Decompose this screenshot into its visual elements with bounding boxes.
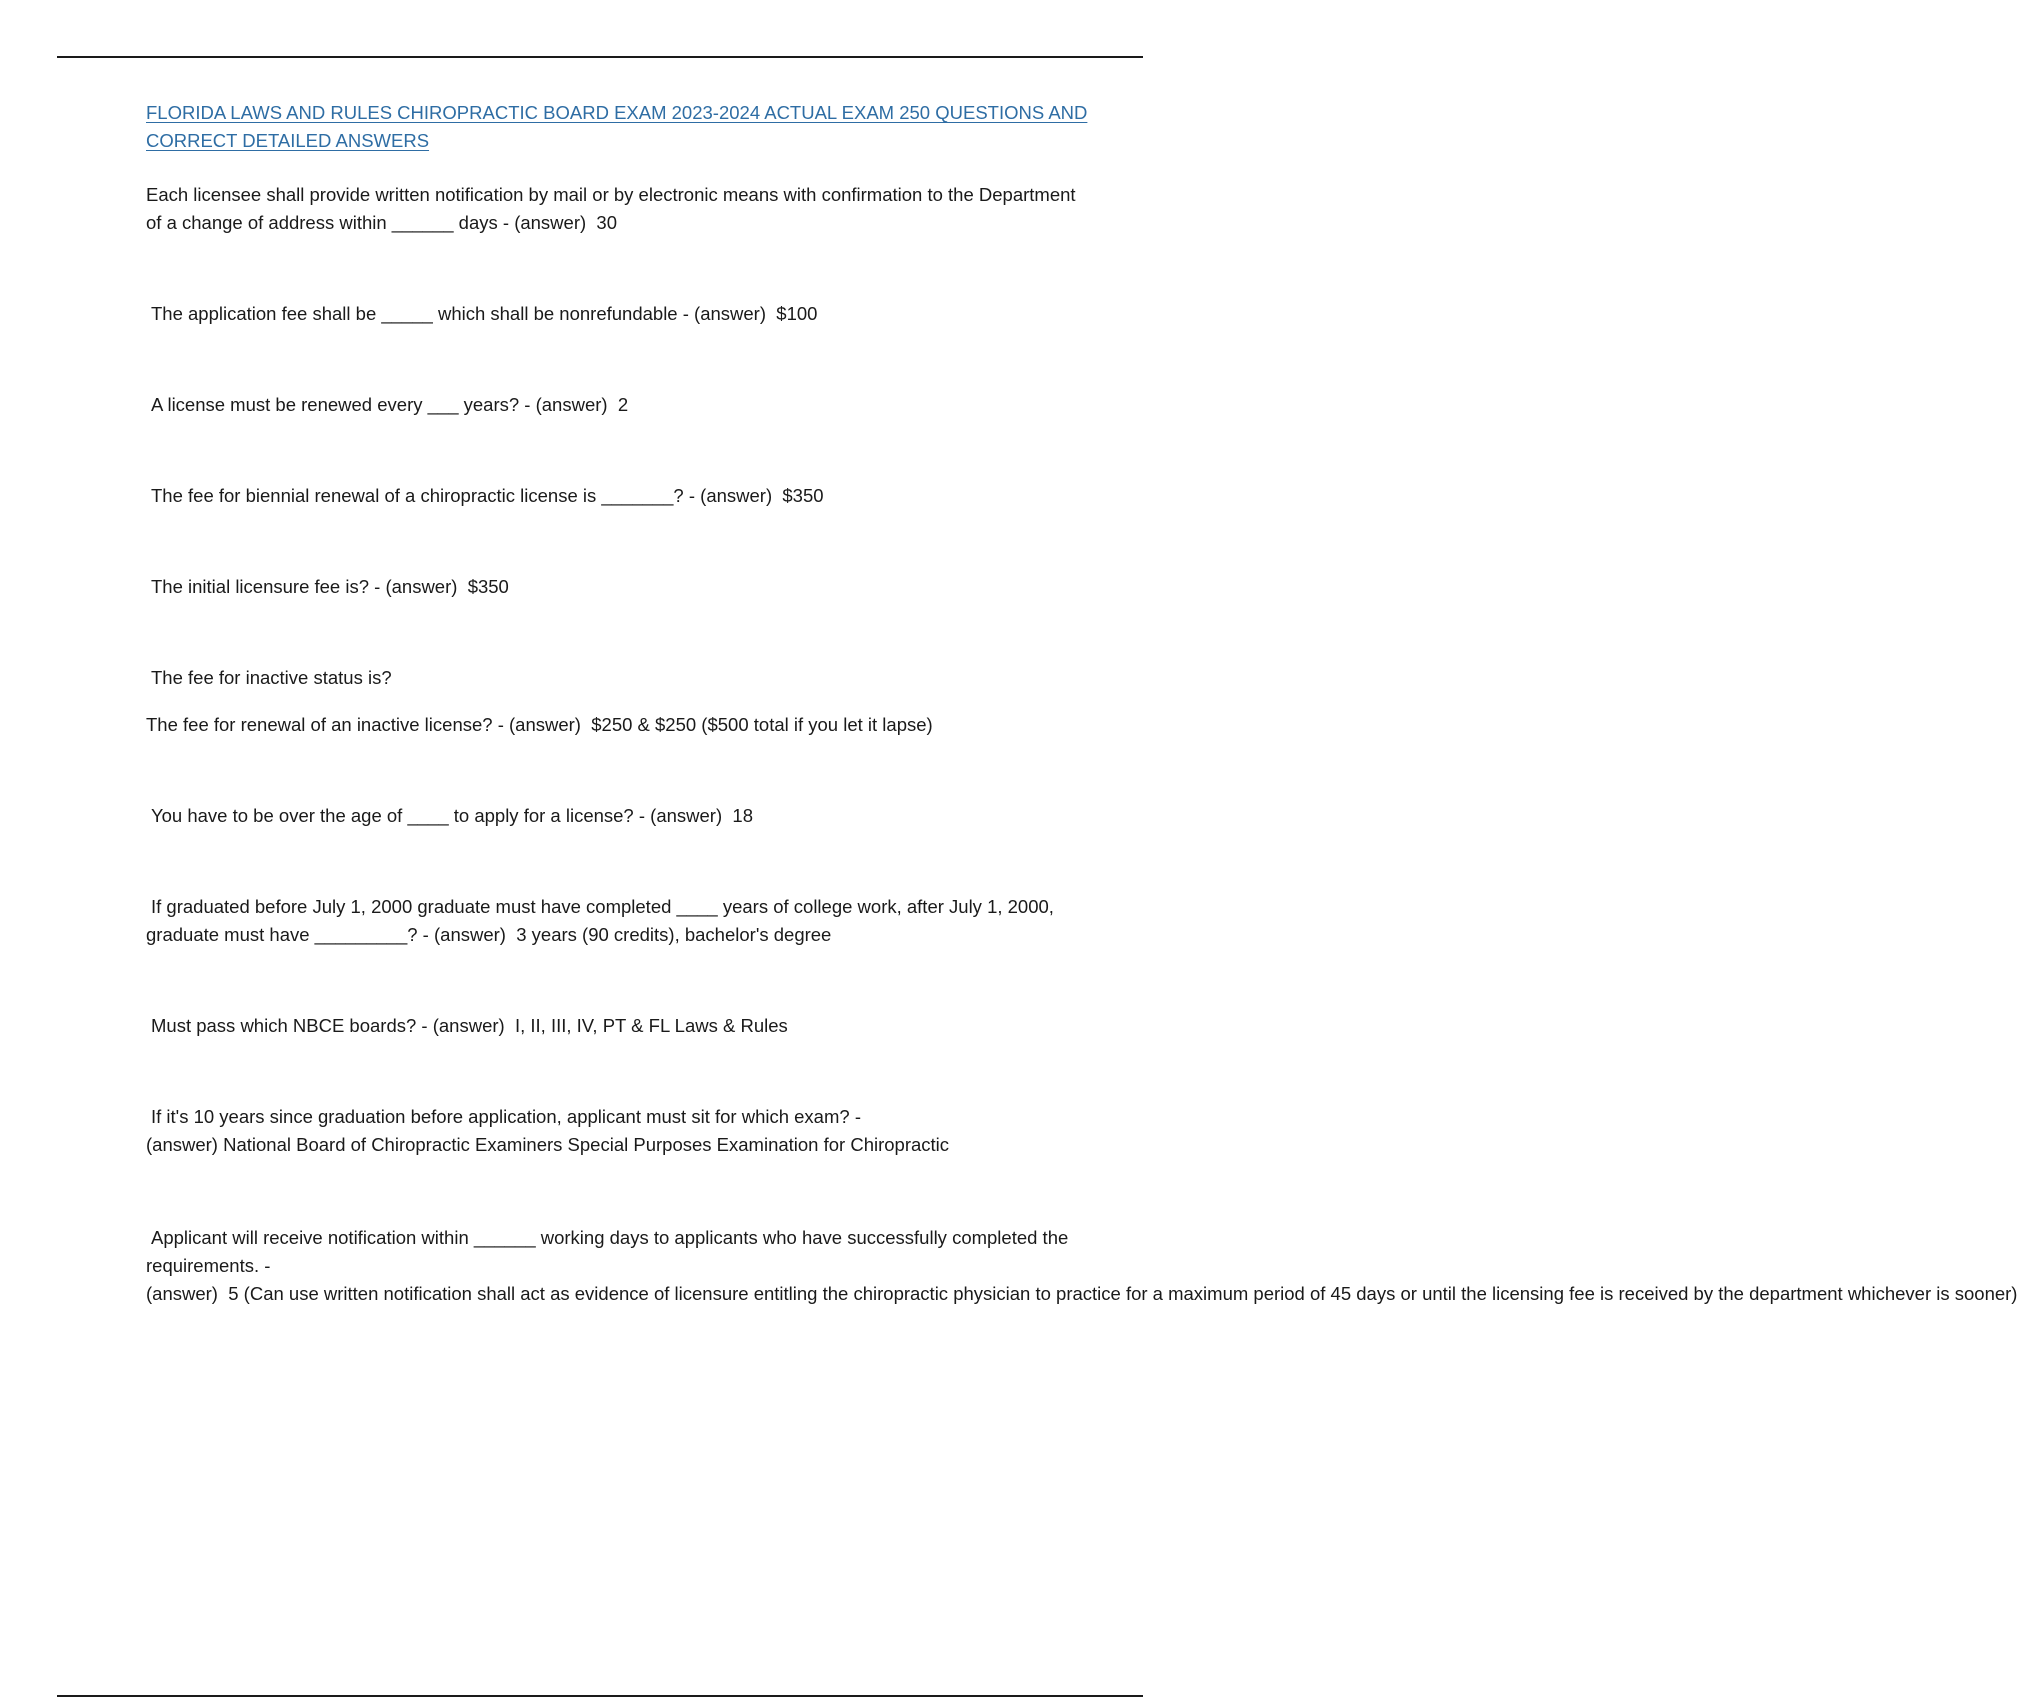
answer-text: (answer) $350 xyxy=(700,485,824,506)
qa-item-5 xyxy=(146,573,1096,601)
question-text: The fee for biennial renewal of a chiropractic license is _______? - xyxy=(151,485,696,506)
answer-text: (answer) I, II, III, IV, PT & FL Laws & Rules xyxy=(432,1015,788,1036)
qa-item-6 xyxy=(146,664,1096,692)
bottom-divider xyxy=(57,1695,1143,1697)
answer-text: (answer) National Board of Chiropractic Examiners Special Purposes Examination for Chiropractic xyxy=(146,1134,950,1155)
top-divider xyxy=(57,56,1143,58)
qa-item-12 xyxy=(146,1224,2017,1308)
qa-item-9 xyxy=(146,893,1096,949)
document-title: FLORIDA LAWS AND RULES CHIROPRACTIC BOARD EXAM 2023-2024 ACTUAL EXAM 250 QUESTIONS AND CORRECT DETAILED ANSWERS xyxy=(146,102,1088,151)
question-text: A license must be renewed every ___ years? - xyxy=(151,394,531,415)
question-text: The application fee shall be _____ which shall be nonrefundable - xyxy=(151,303,689,324)
answer-text: (answer) $350 xyxy=(385,576,509,597)
qa-item-7 xyxy=(146,711,1096,739)
question-text: The fee for inactive status is? xyxy=(151,667,392,688)
qa-item-11 xyxy=(146,1103,1096,1159)
qa-item-4 xyxy=(146,482,1096,510)
question-text: If it's 10 years since graduation before application, applicant must sit for which exam? - xyxy=(151,1106,861,1127)
answer-text: (answer) 2 xyxy=(535,394,629,415)
question-text: You have to be over the age of ____ to apply for a license? - xyxy=(151,805,646,826)
qa-item-2 xyxy=(146,300,1096,328)
answer-text: (answer) 5 (Can use written notification shall act as evidence of licensure entitling the chiropractic physician to practice for a maximum period of 45 days or until the licensing fee is received by the department whichever is sooner) xyxy=(146,1283,2017,1304)
question-text: Applicant will receive notification within ______ working days to applicants who have successfully completed the requirements. - xyxy=(146,1227,1069,1276)
answer-text: (answer) 30 xyxy=(514,212,618,233)
answer-text: (answer) 3 years (90 credits), bachelor's degree xyxy=(434,924,832,945)
question-text: If graduated before July 1, 2000 graduate must have completed ____ years of college work, after July 1, 2000, graduate must have _________? - xyxy=(146,896,1054,945)
question-text: Each licensee shall provide written notification by mail or by electronic means with confirmation to the Department of a change of address within ______ days - xyxy=(146,184,1076,233)
question-text: The initial licensure fee is? - xyxy=(151,576,381,597)
answer-text: (answer) 18 xyxy=(650,805,753,826)
qa-item-8 xyxy=(146,802,1096,830)
qa-item-3 xyxy=(146,391,1096,419)
qa-item-10 xyxy=(146,1012,1096,1040)
question-text: The fee for renewal of an inactive license? - xyxy=(146,714,504,735)
answer-text: (answer) $250 & $250 ($500 total if you let it lapse) xyxy=(509,714,933,735)
qa-item-1 xyxy=(146,181,1096,237)
question-text: Must pass which NBCE boards? - xyxy=(151,1015,428,1036)
answer-text: (answer) $100 xyxy=(694,303,818,324)
